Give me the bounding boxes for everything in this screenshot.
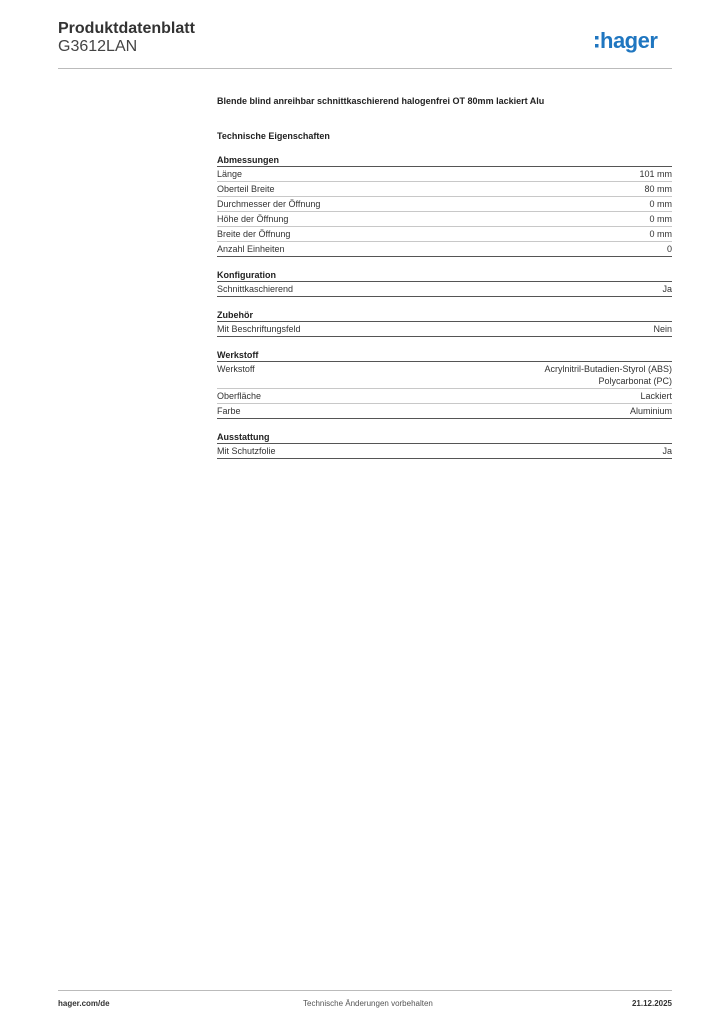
property-label: Durchmesser der Öffnung [217, 199, 321, 209]
property-label: Länge [217, 169, 243, 179]
property-label: Anzahl Einheiten [217, 244, 285, 254]
property-value: Acrylnitril-Butadien-Styrol (ABS) Polycarbonat (PC) [544, 364, 672, 386]
property-row [217, 362, 672, 389]
property-row [217, 212, 672, 227]
tech-properties-heading: Technische Eigenschaften [217, 131, 330, 141]
section-title: Ausstattung [217, 431, 672, 444]
property-label: Oberteil Breite [217, 184, 275, 194]
section-title: Werkstoff [217, 349, 672, 362]
property-label: Mit Beschriftungsfeld [217, 324, 301, 334]
section-title: Zubehör [217, 309, 672, 322]
property-label: Werkstoff [217, 364, 255, 374]
property-row [217, 197, 672, 212]
property-row [217, 167, 672, 182]
header-divider [58, 68, 672, 69]
hager-logo [594, 26, 674, 56]
property-row [217, 389, 672, 404]
property-value: 0 mm [649, 199, 672, 209]
property-value: 80 mm [644, 184, 672, 194]
property-row [217, 182, 672, 197]
property-row [217, 322, 672, 337]
property-value: 0 mm [649, 214, 672, 224]
property-row [217, 227, 672, 242]
property-value: Ja [662, 284, 672, 294]
section-konfiguration [217, 269, 672, 297]
property-label: Breite der Öffnung [217, 229, 291, 239]
property-sections [217, 154, 672, 459]
property-value: 0 [666, 244, 672, 254]
section-ausstattung [217, 431, 672, 459]
property-row [217, 282, 672, 297]
property-value: Ja [662, 446, 672, 456]
property-label: Oberfläche [217, 391, 262, 401]
footer-date: 21.12.2025 [631, 999, 672, 1008]
property-row [217, 242, 672, 257]
property-label: Farbe [217, 406, 241, 416]
property-label: Schnittkaschierend [217, 284, 294, 294]
datasheet-content [217, 95, 672, 459]
property-row [217, 444, 672, 459]
property-row [217, 404, 672, 419]
footer-divider [58, 990, 672, 991]
product-code: G3612LAN [58, 38, 138, 55]
page-title: Produktdatenblatt [58, 20, 195, 37]
svg-text:hager: hager [600, 28, 658, 53]
property-value: Nein [653, 324, 672, 334]
product-title: Blende blind anreihbar schnittkaschierend halogenfrei OT 80mm lackiert Alu [217, 96, 545, 106]
section-werkstoff [217, 349, 672, 419]
property-label: Höhe der Öffnung [217, 214, 289, 224]
property-label: Mit Schutzfolie [217, 446, 276, 456]
footer-disclaimer: Technische Änderungen vorbehalten [303, 999, 433, 1008]
section-title: Konfiguration [217, 269, 672, 282]
property-value: Lackiert [640, 391, 672, 401]
footer-website: hager.com/de [58, 999, 110, 1008]
section-zubehör [217, 309, 672, 337]
property-value: 101 mm [639, 169, 672, 179]
section-abmessungen [217, 154, 672, 257]
property-value: Aluminium [629, 406, 672, 416]
section-title: Abmessungen [217, 154, 672, 167]
property-value: 0 mm [649, 229, 672, 239]
